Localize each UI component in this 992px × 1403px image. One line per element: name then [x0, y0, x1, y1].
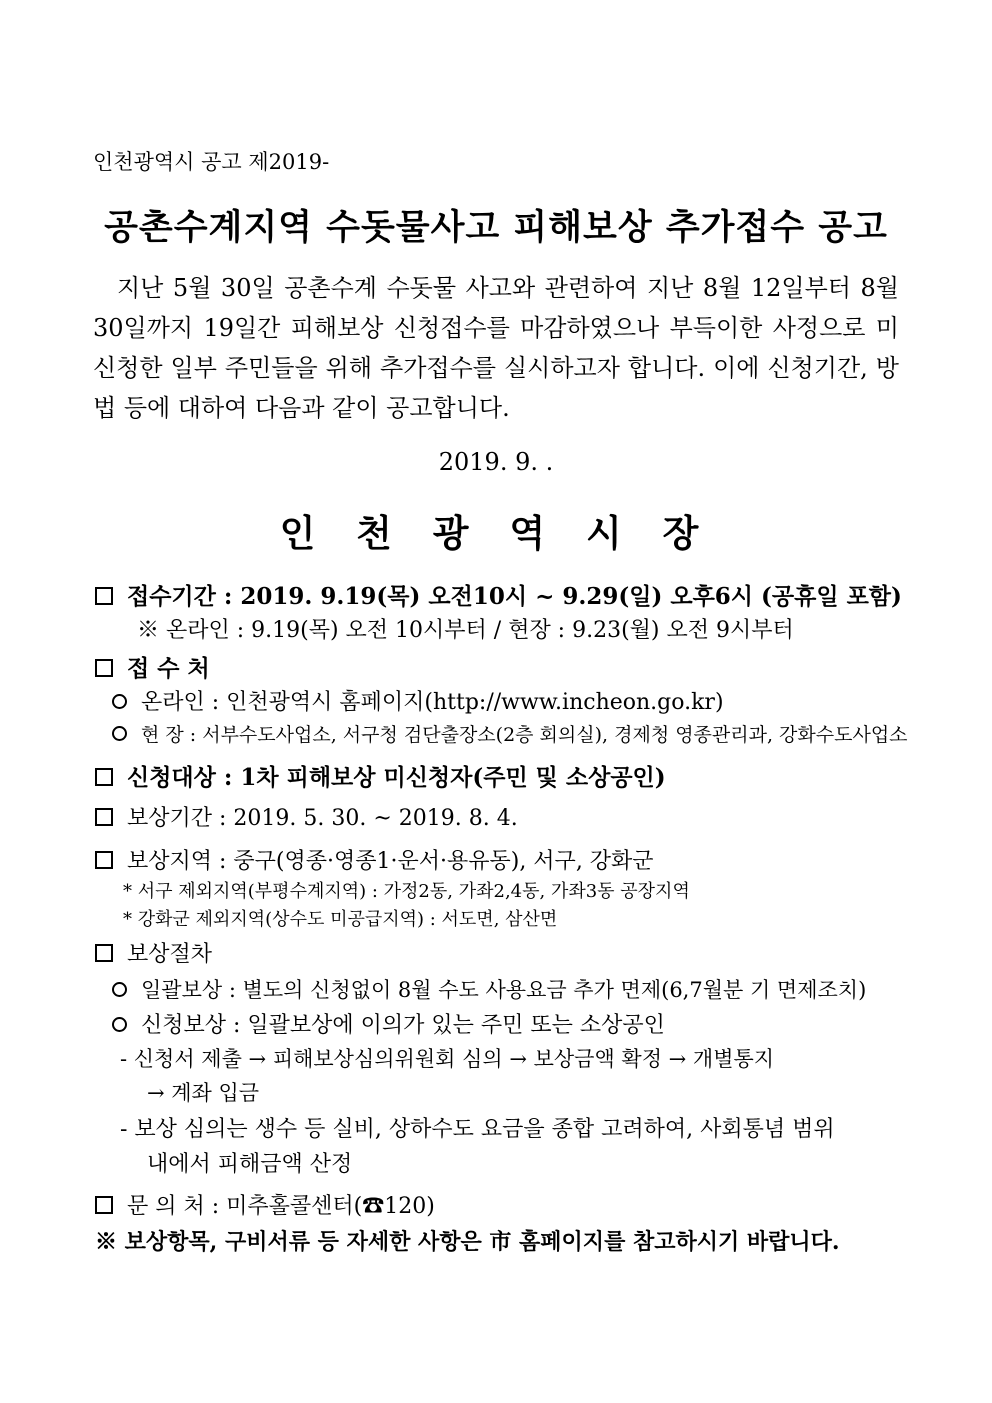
- checkbox-square-icon: [95, 808, 113, 826]
- place-onsite: [112, 720, 908, 747]
- place-heading: [95, 650, 210, 683]
- comp-period-text: 보상기간 : 2019. 5. 30. ~ 2019. 8. 4.: [127, 806, 518, 831]
- procedure-step-2b: 내에서 피해금액 산정: [147, 1152, 353, 1177]
- procedure-apply: [112, 1008, 665, 1039]
- circle-bullet-icon: [112, 1017, 127, 1032]
- place-heading-text: 접 수 처: [127, 655, 210, 682]
- target-text: 신청대상 : 1차 피해보상 미신청자(주민 및 소상공인): [127, 764, 666, 791]
- circle-bullet-icon: [112, 726, 127, 741]
- footer-note: ※ 보상항목, 구비서류 등 자세한 사항은 市 홈페이지를 참고하시기 바랍니다.: [95, 1229, 840, 1255]
- period-note: ※ 온라인 : 9.19(목) 오전 10시부터 / 현장 : 9.23(월) 오전 9시부터: [137, 618, 794, 643]
- period-text: 접수기간 : 2019. 9.19(목) 오전10시 ~ 9.29(일) 오후6시 (공휴일 포함): [127, 583, 902, 610]
- area-text: 보상지역 : 중구(영종·영종1·운서·용유동), 서구, 강화군: [127, 849, 654, 874]
- circle-bullet-icon: [112, 982, 127, 997]
- area-note-1: * 서구 제외지역(부평수계지역) : 가정2동, 가좌2,4동, 가좌3동 공장지역: [123, 881, 690, 902]
- contact-line: [95, 1189, 435, 1220]
- place-online: [112, 685, 724, 716]
- notice-date: 2019. 9. .: [438, 448, 554, 476]
- notice-number: 인천광역시 공고 제2019-: [93, 150, 330, 174]
- procedure-batch-text: 일괄보상 : 별도의 신청없이 8월 수도 사용요금 추가 면제(6,7월분 기 면제조치): [141, 978, 867, 1002]
- checkbox-square-icon: [95, 944, 113, 962]
- checkbox-square-icon: [95, 851, 113, 869]
- procedure-step-1: - 신청서 제출 → 피해보상심의위원회 심의 → 보상금액 확정 → 개별통지: [120, 1047, 775, 1071]
- area-note-2: * 강화군 제외지역(상수도 미공급지역) : 서도면, 삼산면: [123, 909, 558, 930]
- area-line: [95, 844, 654, 875]
- contact-text: 문 의 처 : 미추홀콜센터(☎120): [127, 1194, 435, 1219]
- checkbox-square-icon: [95, 768, 113, 786]
- procedure-heading: [95, 937, 212, 968]
- circle-bullet-icon: [112, 694, 127, 709]
- place-onsite-text: 현 장 : 서부수도사업소, 서구청 검단출장소(2층 회의실), 경제청 영종관리과, 강화수도사업소: [141, 724, 908, 746]
- target-line: [95, 759, 666, 792]
- intro-paragraph: [93, 268, 899, 428]
- procedure-step-1b: → 계좌 입금: [147, 1081, 260, 1105]
- issuer-name: 인 천 광 역 시 장: [279, 511, 713, 555]
- intro-text: 지난 5월 30일 공촌수계 수돗물 사고와 관련하여 지난 8월 12일부터 8월 30일까지 19일간 피해보상 신청접수를 마감하였으나 부득이한 사정으로 미신청한 일부 주민들을 위해 추가접수를 실시하고자 합니다. 이에 신청기간, 방법 등에 대하여 다음과 같이 공고합니다.: [93, 274, 899, 422]
- period-line: [95, 578, 902, 611]
- procedure-heading-text: 보상절차: [127, 942, 213, 967]
- checkbox-square-icon: [95, 1196, 113, 1214]
- procedure-batch: [112, 974, 866, 1004]
- procedure-apply-text: 신청보상 : 일괄보상에 이의가 있는 주민 또는 소상공인: [141, 1013, 665, 1038]
- checkbox-square-icon: [95, 587, 113, 605]
- place-online-text: 온라인 : 인천광역시 홈페이지(http://www.incheon.go.kr): [141, 690, 724, 715]
- procedure-step-2: - 보상 심의는 생수 등 실비, 상하수도 요금을 종합 고려하여, 사회통념 범위: [120, 1117, 835, 1142]
- comp-period-line: [95, 801, 518, 832]
- checkbox-square-icon: [95, 659, 113, 677]
- page-title: 공촌수계지역 수돗물사고 피해보상 추가접수 공고: [104, 207, 888, 248]
